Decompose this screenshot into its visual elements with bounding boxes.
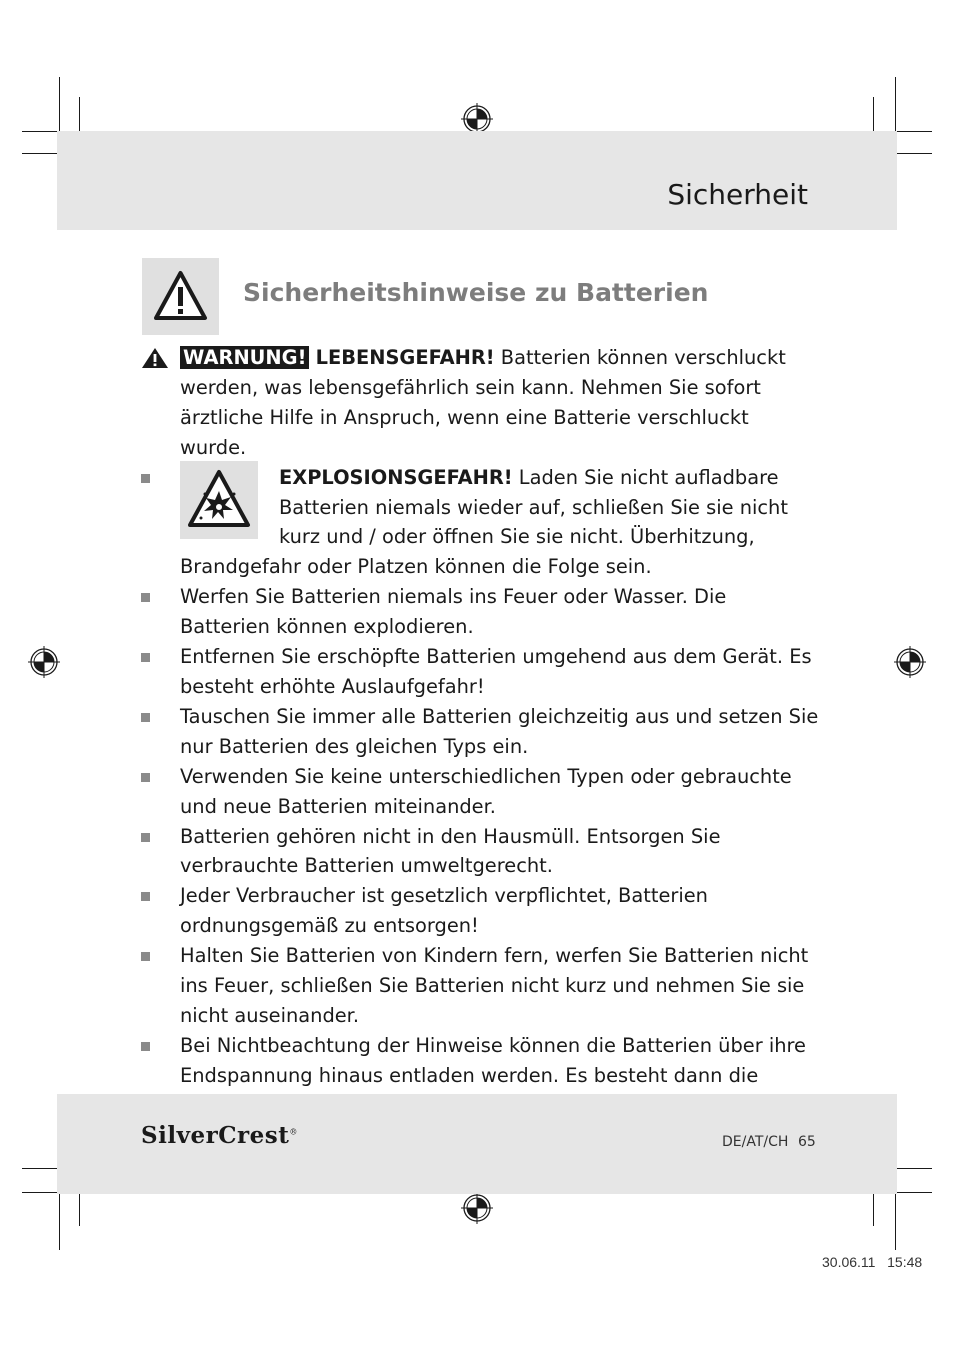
warning-box: [142, 258, 219, 335]
list-item: [141, 702, 821, 762]
bullet-icon: [141, 833, 150, 842]
item-text: Jeder Verbraucher ist gesetzlich verpflichtet, Batterien ordnungsgemäß zu entsorgen!: [180, 884, 708, 938]
item-text: Werfen Sie Batterien niemals ins Feuer oder Wasser. Die Batterien können explodieren.: [180, 585, 727, 639]
hazard-label: LEBENSGEFAHR!: [315, 346, 495, 369]
logo-text: SilverCrest: [141, 1122, 290, 1149]
page-title: Sicherheit: [667, 178, 808, 211]
registration-mark-icon: [461, 1192, 493, 1224]
bullet-icon: [141, 892, 150, 901]
bullet-icon: [141, 593, 150, 602]
list-item: [141, 881, 821, 941]
bullet-icon: [141, 653, 150, 662]
item-text: Batterien können verschluckt werden, was lebensgefährlich sein kann. Nehmen Sie sofort ärztliche Hilfe in Anspruch, wenn eine Batterie verschluckt wurde.: [180, 346, 786, 459]
explosion-box: [180, 461, 258, 539]
registration-mark-icon: [894, 646, 926, 678]
item-text: Verwenden Sie keine unterschiedlichen Typen oder gebrauchte und neue Batterien miteinander.: [180, 764, 792, 818]
country-codes: DE/AT/CH: [722, 1134, 789, 1150]
item-text: Halten Sie Batterien von Kindern fern, werfen Sie Batterien nicht ins Feuer, schließen Sie Batterien nicht kurz und nehmen Sie sie nicht auseinander.: [180, 944, 809, 1027]
list-item: [141, 463, 821, 583]
print-timestamp: 30.06.11 15:48: [822, 1254, 923, 1270]
item-text: Bei Nichtbeachtung der Hinweise können die Batterien über ihre Endspannung hinaus entladen werden. Es besteht dann die: [180, 1033, 806, 1087]
page-number: 65: [798, 1134, 816, 1150]
hazard-label: EXPLOSIONSGEFAHR!: [279, 465, 513, 489]
list-item: [141, 343, 821, 463]
list-item: [141, 941, 821, 1031]
bullet-icon: [141, 1042, 150, 1051]
logo-mark: ®: [289, 1127, 298, 1137]
safety-list: [141, 343, 821, 1121]
crop-mark: [59, 1192, 60, 1250]
list-item: [141, 642, 821, 702]
list-item: [141, 762, 821, 822]
item-text: Laden Sie nicht aufladbare Batterien niemals wieder auf, schließen Sie sie nicht kurz und / oder öffnen Sie sie nicht. Überhitzung, Brandgefahr oder Platzen können die Folge sein.: [180, 465, 788, 579]
list-item: [141, 822, 821, 882]
registration-mark-icon: [28, 646, 60, 678]
list-item: [141, 582, 821, 642]
item-text: Entfernen Sie erschöpfte Batterien umgehend aus dem Gerät. Es besteht erhöhte Auslaufgefahr!: [180, 645, 812, 698]
section-title: Sicherheitshinweise zu Batterien: [243, 278, 709, 307]
warning-badge: WARNUNG!: [180, 346, 309, 369]
crop-mark: [79, 97, 80, 135]
bullet-icon: [141, 713, 150, 722]
crop-mark: [895, 77, 896, 133]
item-text: Batterien gehören nicht in den Hausmüll. Entsorgen Sie verbrauchte Batterien umweltgerecht.: [180, 824, 721, 878]
warning-triangle-icon: [141, 347, 169, 369]
item-text: Tauschen Sie immer alle Batterien gleichzeitig aus und setzen Sie nur Batterien des gleichen Typs ein.: [180, 704, 819, 758]
bullet-icon: [141, 952, 150, 961]
explosion-hazard-icon: [186, 467, 252, 533]
bullet-icon: [141, 773, 150, 782]
crop-mark: [59, 77, 60, 133]
crop-mark: [873, 97, 874, 135]
brand-logo: [141, 1122, 298, 1149]
crop-mark: [895, 1192, 896, 1250]
warning-triangle-icon: [152, 268, 209, 325]
bullet-icon: [141, 474, 150, 483]
